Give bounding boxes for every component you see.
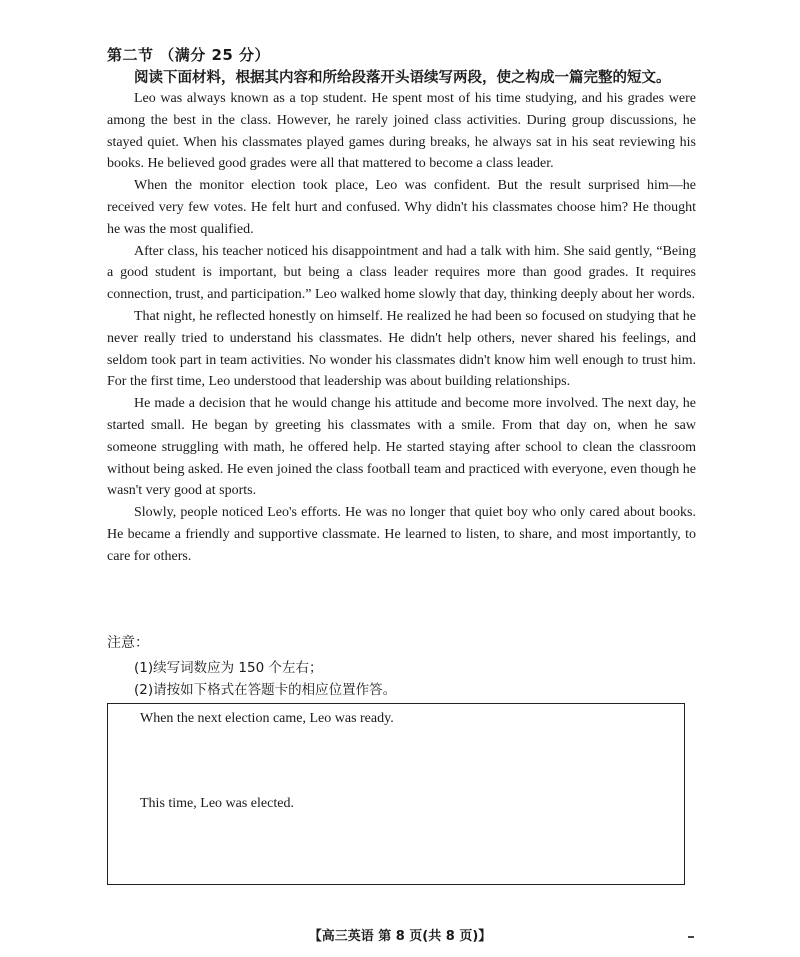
corner-mark <box>688 936 694 938</box>
reading-passage <box>107 88 696 568</box>
paragraph-opener-1: When the next election came, Leo was ready. <box>140 711 394 726</box>
paragraph-opener-2: This time, Leo was elected. <box>140 796 294 811</box>
note-item-format: (2)请按如下格式在答题卡的相应位置作答。 <box>134 682 397 698</box>
passage-paragraph: Slowly, people noticed Leo's efforts. He was no longer that quiet boy who only cared about books. He became a friendly and supportive classmate. He learned to listen, to share, and most importantly, to care for others. <box>107 505 696 564</box>
page-footer: 【高三英语 第 8 页(共 8 页)】 <box>308 929 492 944</box>
passage-paragraph: Leo was always known as a top student. He spent most of his time studying, and his grades were among the best in the class. However, he rarely joined class activities. During group discussions, he stayed quiet. When his classmates played games during breaks, he always sat in his seat reviewing his books. He believed good grades were all that mattered to become a class leader. <box>107 91 696 172</box>
answer-box <box>107 703 685 885</box>
note-item-word-count: (1)续写词数应为 150 个左右； <box>134 660 323 676</box>
passage-paragraph: That night, he reflected honestly on himself. He realized he had been so focused on studying that he never really tried to understand his classmates. He didn't help others, never shared his feelings, and seldom took part in team activities. No wonder his classmates didn't know him well enough to trust him. For the first time, Leo understood that leadership was about building relationships. <box>107 308 696 390</box>
passage-paragraph: When the monitor election took place, Leo was confident. But the result surprised him—he received very few votes. He felt hurt and confused. Why didn't his classmates choose him? He thought he was the most qualified. <box>107 178 696 237</box>
section-instruction: 阅读下面材料，根据其内容和所给段落开头语续写两段，使之构成一篇完整的短文。 <box>134 70 671 86</box>
notes-label: 注意： <box>107 635 149 651</box>
passage-paragraph: After class, his teacher noticed his disappointment and had a talk with him. She said gently, “Being a good student is important, but being a class leader requires more than good grades. It requires connection, trust, and participation.” Leo walked home slowly that day, thinking deeply about her words. <box>107 243 696 303</box>
section-title: 第二节 （满分 25 分） <box>107 46 271 64</box>
passage-paragraph: He made a decision that he would change his attitude and become more involved. The next day, he started small. He began by greeting his classmates with a smile. From that day on, when he saw someone struggling with math, he offered help. He started staying after school to clean the classroom without being asked. He even joined the class football team and practiced with everyone, even though he wasn't very good at sports. <box>107 396 696 499</box>
